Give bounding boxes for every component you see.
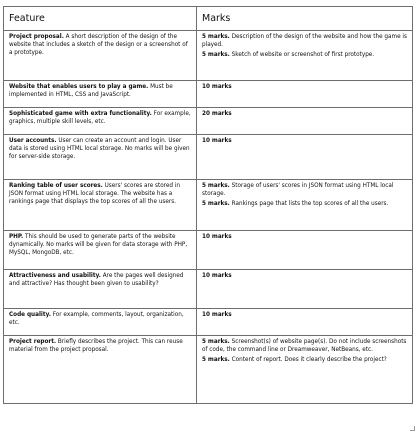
marks-line (202, 273, 408, 281)
feature-title: PHP. (9, 234, 24, 240)
marks-description: Content of report. Does it clearly describe the project? (231, 356, 387, 363)
marks-amount: 5 marks. (202, 200, 230, 207)
marks-amount: 10 marks (202, 312, 232, 318)
feature-description: Are the pages well designed and attractive? Has thought been given to usability? (9, 273, 184, 287)
table-header-row (4, 7, 413, 31)
marks-amount: 5 marks. (202, 34, 230, 40)
marks-line (202, 52, 408, 60)
feature-description: Users' scores are stored in JSON format using HTML local storage. The website has a rankings page that displays the top scores of all the users. (9, 183, 180, 205)
feature-description: This should be used to generate parts of the website dynamically. No marks will be given for data storage with PHP, MySQL, MongoDB, etc. (9, 234, 188, 256)
marks-line (202, 339, 408, 355)
feature-description: User can create an account and login. User data is stored using HTML local storage. No marks will be given for server-side storage. (9, 138, 190, 160)
marks-line (202, 34, 408, 50)
feature-cell (4, 31, 197, 81)
marks-description: Rankings page that lists the top scores of all the users. (231, 200, 389, 207)
table-row (4, 231, 413, 270)
feature-cell (4, 336, 197, 404)
marks-line (202, 138, 408, 146)
marks-description: Storage of users' scores in JSON format using HTML local storage. (202, 183, 394, 197)
feature-description: For example, comments, layout, organization, etc. (9, 312, 184, 326)
marks-amount: 20 marks (202, 111, 232, 117)
marks-amount: 5 marks. (202, 51, 230, 58)
table-row (4, 309, 413, 336)
marking-rubric-table (3, 6, 413, 404)
feature-cell (4, 309, 197, 336)
feature-cell (4, 180, 197, 231)
feature-description: For example, graphics, multiple skill levels, etc. (9, 111, 191, 125)
header-marks: Marks (197, 7, 413, 31)
marks-amount: 10 marks (202, 84, 232, 90)
feature-cell (4, 135, 197, 180)
feature-title: Ranking table of user scores. (9, 183, 103, 189)
table-row (4, 81, 413, 108)
marks-description: Description of the design of the website and how the game is played. (202, 34, 407, 48)
feature-cell (4, 108, 197, 135)
marks-amount: 10 marks (202, 273, 232, 279)
feature-title: User accounts. (9, 138, 57, 144)
feature-title: Project proposal. (9, 34, 64, 40)
marks-cell (197, 108, 413, 135)
marks-amount: 5 marks. (202, 339, 230, 345)
rubric-body (4, 31, 413, 404)
marks-cell (197, 231, 413, 270)
feature-title: Sophisticated game with extra functionality. (9, 111, 152, 117)
feature-cell (4, 81, 197, 108)
marks-cell (197, 180, 413, 231)
feature-title: Attractiveness and usability. (9, 273, 101, 279)
feature-description: A short description of the design of the website that includes a sketch of the design or a screenshot of a prototype. (9, 34, 188, 56)
header-feature: Feature (4, 7, 197, 31)
marks-cell (197, 135, 413, 180)
table-row (4, 270, 413, 309)
marks-cell (197, 31, 413, 81)
marks-line (202, 201, 408, 209)
feature-title: Website that enables users to play a game. (9, 84, 149, 90)
feature-description: Must be implemented in HTML, CSS and JavaScript. (9, 84, 173, 98)
table-row (4, 135, 413, 180)
marks-cell (197, 81, 413, 108)
table-row (4, 108, 413, 135)
marks-description: Screenshot(s) of website page(s). Do not include screenshots of code, the command line or Dreamweaver, NetBeans, etc. (202, 339, 407, 353)
table-row (4, 336, 413, 404)
marks-line (202, 84, 408, 92)
marks-amount: 10 marks (202, 234, 232, 240)
marks-amount: 10 marks (202, 138, 232, 144)
feature-cell (4, 270, 197, 309)
marks-cell (197, 309, 413, 336)
page-corner-mark (410, 426, 415, 431)
marks-line (202, 234, 408, 242)
marks-amount: 5 marks. (202, 356, 230, 363)
table-row (4, 180, 413, 231)
feature-title: Project report. (9, 339, 57, 345)
marks-line (202, 312, 408, 320)
feature-description: Briefly describes the project. This can reuse material from the project proposal. (9, 339, 183, 353)
marks-line (202, 111, 408, 119)
marks-line (202, 357, 408, 365)
marks-cell (197, 270, 413, 309)
feature-cell (4, 231, 197, 270)
marks-line (202, 183, 408, 199)
feature-title: Code quality. (9, 312, 51, 318)
marks-description: Sketch of website or screenshot of first prototype. (231, 51, 375, 58)
marks-cell (197, 336, 413, 404)
marks-amount: 5 marks. (202, 183, 230, 189)
table-row (4, 31, 413, 81)
